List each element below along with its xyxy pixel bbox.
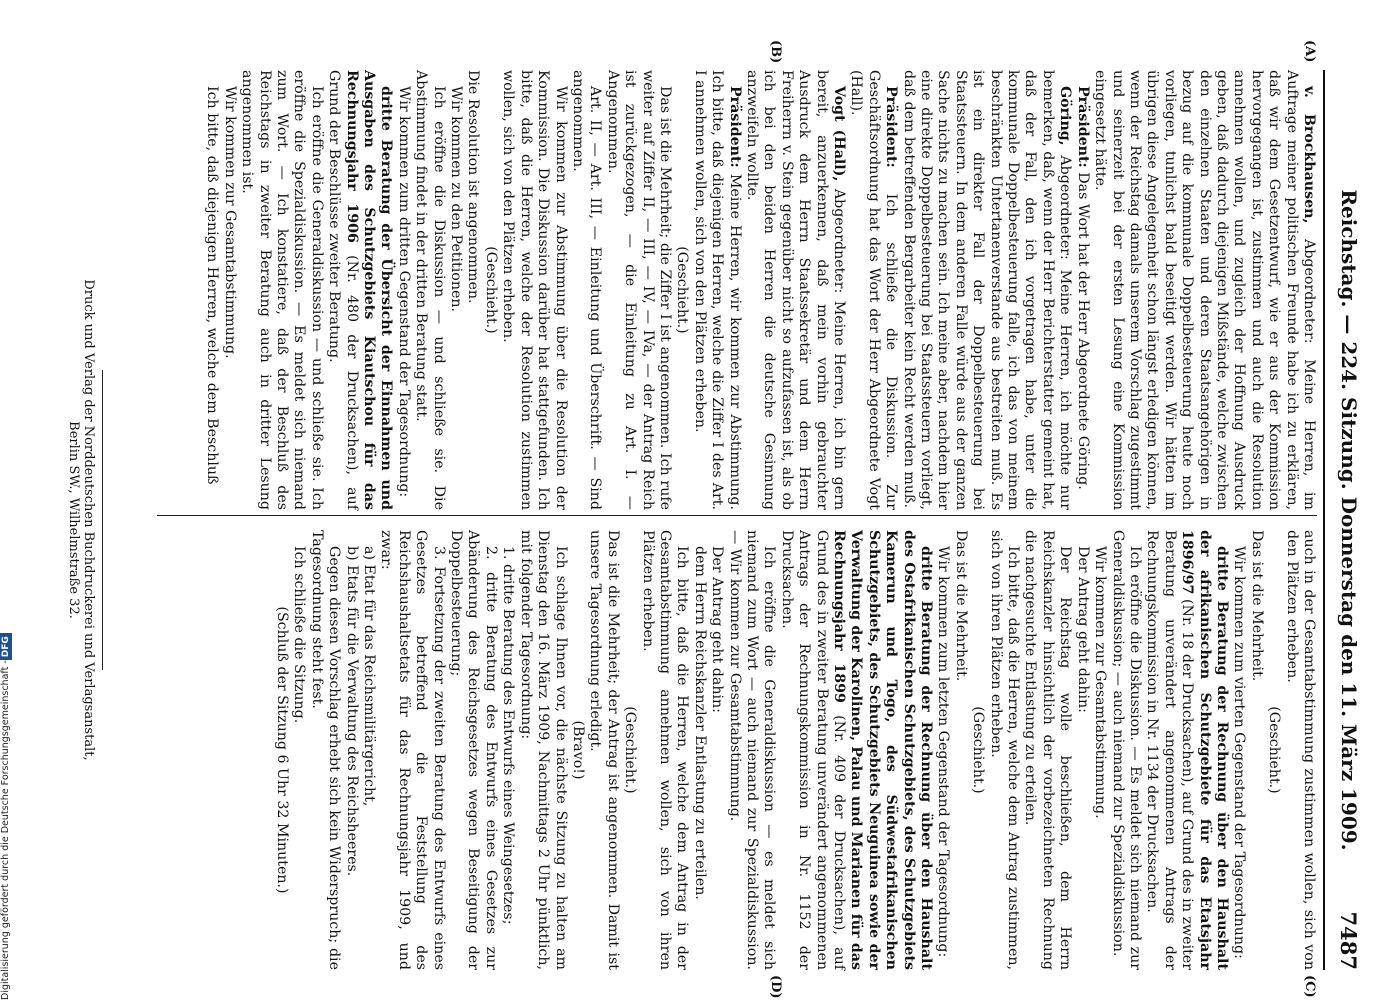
- paragraph-text: (Schluß der Sitzung 6 Uhr 32 Minuten.): [274, 606, 291, 894]
- header-rule: [1323, 70, 1325, 970]
- paragraph: [708, 530, 725, 970]
- paragraph-text: Das ist die Mehrheit.: [1248, 530, 1265, 682]
- paragraph-text: Gegen diesen Vorschlag erhebt sich kein Widerspruch; die Tagesordnung steht fest.: [308, 530, 343, 970]
- paragraph: [1143, 530, 1230, 970]
- speaker-or-heading: Göring,: [1057, 86, 1074, 146]
- paragraph-text: Ich bitte, daß diejenigen Herren, welche dem Beschluß: [204, 86, 221, 485]
- speaker-or-heading: Präsident:: [726, 86, 743, 168]
- paragraph: [1265, 530, 1282, 970]
- paragraph-text: Die Resolution ist angenommen.: [465, 70, 482, 304]
- digitization-note-text: Digitalisierung gefördert durch die Deutsche Forschungsgemeinschaft -: [0, 660, 11, 1000]
- left-text-column: [203, 70, 1317, 510]
- page-number: 7487: [1336, 911, 1361, 970]
- paragraph-text: (Nr. 480 der Drucksachen), auf Grund der Beschlüsse zweiter Beratung.: [326, 70, 360, 511]
- page-footer: [66, 70, 103, 970]
- paragraph-text: Ich eröffne die Diskussion — und schließe sie. Die Abstimmung findet in der dritten Beratung statt.: [413, 70, 447, 510]
- paragraph: [586, 530, 621, 970]
- dfg-logo: DFG: [0, 633, 12, 660]
- paragraph: [673, 70, 690, 510]
- paragraph: [482, 70, 499, 510]
- paragraph: [1073, 530, 1090, 970]
- footer-rule: [102, 370, 103, 670]
- paragraph-text: Wir kommen zur Gesamtabstimmung.: [1092, 546, 1109, 819]
- page-header: [1331, 70, 1361, 970]
- paragraph: [1247, 530, 1264, 970]
- paragraph-text: a) Etat für das Reichsmilitärgericht,: [361, 546, 378, 807]
- paragraph: [447, 70, 464, 510]
- paragraph: [899, 70, 1073, 510]
- paragraph-text: Der Antrag geht dahin:: [709, 546, 726, 713]
- paragraph-text: 2. dritte Beratung des Entwurfs eines Gesetzes zur Abänderung des Reichsgesetzes wegen Beseitigung der Doppelbesteuerung;: [448, 530, 499, 970]
- paragraph: [969, 530, 986, 970]
- paragraph: [1282, 530, 1317, 970]
- paragraph-text: Abgeordneter: Meine Herren, ich möchte nur bemerken, daß, wenn der Herr Berichterstatter gemeint hat, daß der Fall, den ich vorgetragen habe, unter die kommunale Doppelbesteuerung falle, ich das von meinem beschränkten Untertanenverstande aus bestreiten muß. Es ist ein direkter Fall der Doppelbesteuerung bei Staatssteuern. In dem anderen Falle würde aus der ganzen Sache nichts zu machen sein. Ich meine aber, nachdem hier eine direkte Doppelbesteuerung bei Staatssteuern vorliegt, daß dem betreffenden Bergarbeiter kein Recht werden muß.: [900, 70, 1074, 510]
- paragraph-text: 1. dritte Beratung des Entwurfs eines Weingesetzes;: [500, 546, 517, 925]
- paragraph-text: Das Wort hat der Herr Abgeordnete Göring.: [1074, 167, 1091, 490]
- paragraph: [1091, 70, 1317, 510]
- paragraph: [777, 530, 934, 970]
- paragraph-text: (Geschieht.): [674, 246, 691, 334]
- paragraph: [569, 530, 586, 970]
- paragraph-text: (Geschieht.): [482, 246, 499, 334]
- column-separator: [157, 515, 1317, 516]
- paragraph-text: Wir kommen zum dritten Gegenstand der Tagesordnung:: [395, 86, 412, 498]
- speaker-or-heading: dritte Beratung der Rechnung über den Haushalt des Ostafrikanischen Schutzgebiets, des Schutzgebiets Kamerun und Togo, des Südwestafrikanischen Schutzgebiets, des Schutzgebiets Neuguinea sowie der Verwaltung der Karolinen, Palau und Marianen für das Rechnungsjahr 1899: [831, 530, 935, 970]
- footer-line-2: Berlin SW., Wilhelmstraße 32.: [66, 421, 81, 619]
- paragraph-text: Ich schließe die Sitzung.: [291, 546, 308, 724]
- paragraph-text: Wir kommen zum letzten Gegenstand der Tagesordnung:: [935, 546, 952, 958]
- paragraph-text: (Geschieht.): [622, 706, 639, 794]
- paragraph-text: Der Reichstag wolle beschließen, dem Herrn Reichskanzler hinsichtlich der vorbezeichneten Rechnung die nachgesuchte Entlastung zu erteilen.: [1022, 530, 1074, 970]
- paragraph: [499, 70, 569, 510]
- paragraph: [725, 530, 777, 970]
- paragraph-text: Das ist die Mehrheit.: [952, 530, 969, 682]
- paragraph: [238, 70, 325, 510]
- paragraph-text: Meine Herren, wir kommen zur Abstimmung. Ich bitte, daß diejenigen Herren, welche die Ziffer I des Art. I annehmen wollen, sich von den Plätzen erheben.: [691, 70, 743, 510]
- speaker-or-heading: Präsident:: [1074, 86, 1091, 168]
- paragraph: [377, 530, 447, 970]
- paragraph: [690, 70, 742, 510]
- paragraph: [1073, 70, 1090, 510]
- paragraph: [516, 530, 568, 970]
- paragraph-text: Art. II, — Art. III, — Einleitung und Überschrift. — Sind angenommen.: [569, 70, 604, 510]
- margin-mark-a: (A): [1302, 40, 1317, 63]
- paragraph: [690, 530, 707, 970]
- paragraph: [1091, 530, 1108, 970]
- paragraph: [934, 530, 951, 970]
- paragraph: [412, 70, 447, 510]
- paragraph-text: b) Etats für die Verwaltung des Reichsheeres.: [343, 546, 360, 877]
- paragraph-text: 3. Fortsetzung der zweiten Beratung des Entwurfs eines Gesetzes betreffend die Feststellung des Reichshaushaltsetats für das Rechnungsjahr 1909, und zwar:: [378, 530, 447, 970]
- margin-mark-d: (D): [768, 975, 783, 999]
- paragraph: [603, 70, 673, 510]
- paragraph-text: Wir kommen zur Gesamtabstimmung.: [221, 86, 238, 359]
- paragraph-text: auch in der Gesamtabstimmung zustimmen wollen, sich von den Plätzen erheben.: [1283, 530, 1317, 970]
- paragraph-text: Wir kommen zu den Petitionen.: [448, 86, 465, 313]
- margin-mark-c: (C): [1302, 975, 1317, 998]
- paragraph: [220, 70, 237, 510]
- paragraph-text: Der Antrag geht dahin:: [1074, 546, 1091, 713]
- paragraph-text: Ich eröffne die Generaldiskussion — es meldet sich niemand zum Wort — auch niemand zur Spezialdiskussion. — Wir kommen zur Gesamtabstimmung.: [726, 530, 778, 970]
- paragraph: [621, 530, 638, 970]
- speaker-or-heading: Präsident:: [883, 86, 900, 168]
- paragraph: [743, 70, 847, 510]
- paragraph: [273, 530, 290, 970]
- paragraph: [394, 70, 411, 510]
- paragraph: [951, 530, 968, 970]
- paragraph: [847, 70, 899, 510]
- paragraph: [638, 530, 690, 970]
- paragraph: [360, 530, 377, 970]
- paragraph-text: Das ist die Mehrheit; der Antrag ist angenommen. Damit ist unsere Tagesordnung erledigt.: [587, 530, 621, 970]
- page-header-title: Reichstag. — 224. Sitzung. Donnerstag den 11. März 1909.: [1337, 189, 1361, 851]
- paragraph-text: Ich eröffne die Generaldiskussion — und schließe sie. Ich eröffne die Spezialdiskussion. — Es meldet sich niemand zum Wort. — Ich konstatiere, daß der Beschluß des Reichstags in zweiter Beratung auch in dritter Lesung angenommen ist.: [239, 70, 325, 510]
- margin-mark-b: (B): [768, 40, 783, 64]
- paragraph-text: Wir kommen zur Abstimmung über die Resolution der Kommission. Die Diskussion darüber hat stattgefunden. Ich bitte, daß die Herren, welche der Resolution zustimmen wollen, sich von den Plätzen erheben.: [500, 70, 569, 510]
- paragraph-text: Ich eröffne die Diskussion. — Es meldet sich niemand zur Generaldiskussion; — auch niemand zur Spezialdiskussion.: [1109, 530, 1143, 970]
- paragraph: [342, 530, 359, 970]
- paragraph-text: Ich schlage Ihnen vor, die nächste Sitzung zu halten am Dienstag den 16. März 1909, Nachmittags 2 Uhr pünktlich, mit folgender Tagesordnung:: [517, 530, 569, 970]
- speaker-or-heading: dritte Beratung der Übersicht der Einnahmen und Ausgaben des Schutzgebiets Kiautschou für das Rechnungsjahr 1906: [343, 70, 395, 510]
- paragraph: [1230, 530, 1247, 970]
- right-text-column: [273, 530, 1317, 970]
- paragraph: [499, 530, 516, 970]
- paragraph-text: Ich bitte, daß die Herren, welche dem Antrag in der Gesamtabstimmung annehmen wollen, sich von ihren Plätzen erheben.: [639, 530, 691, 970]
- paragraph: [464, 70, 481, 510]
- paragraph: [1021, 530, 1073, 970]
- paragraph-text: Das ist die Mehrheit; die Ziffer I ist angenommen. Ich rufe weiter auf Ziffer II, — III, — IV, — IVa, — der Antrag Reich ist zurückgezogen, — die Einleitung zu Art. I. — Angenommen.: [604, 70, 673, 510]
- speaker-or-heading: dritte Beratung der Rechnung über den Haushalt der afrikanischen Schutzgebiete für das Etatsjahr 1896/97: [1179, 530, 1230, 970]
- paragraph-text: Ich bitte, daß die Herren, welche dem Antrag zustimmen, sich von ihren Plätzen erheben.: [987, 530, 1022, 970]
- paragraph-text: (Geschieht.): [970, 706, 987, 794]
- paragraph-text: (Nr. 18 der Drucksachen), auf Grund des in zweiter Beratung unverändert angenommenen Antrags der Rechnungskommission in Nr. 1134 der Drucksachen.: [1144, 530, 1196, 970]
- paragraph: [986, 530, 1021, 970]
- paragraph: [325, 70, 395, 510]
- paragraph: [203, 70, 220, 510]
- speaker-or-heading: v. Brockhausen,: [1301, 86, 1317, 224]
- paragraph: [290, 530, 307, 970]
- paragraph-text: dem Herrn Reichskanzler Entlastung zu erteilen.: [691, 546, 708, 900]
- paragraph-text: Abgeordneter: Meine Herren, ich bin gern bereit, anzuerkennen, daß mein vorhin gebrauchter Ausdruck dem Herrn Staatssekretär und dem Herrn Freiherrn v. Stein gegenüber nicht so aufzufassen ist, als ob ich bei den beiden Herren die deutsche Gesinnung anzweifeln wollte.: [744, 70, 848, 511]
- footer-line-1: Druck und Verlag der Norddeutschen Buchdruckerei und Verlagsanstalt,: [81, 279, 96, 761]
- paragraph-text: Wir kommen zum vierten Gegenstand der Tagesordnung:: [1231, 546, 1248, 959]
- digitization-note: [0, 636, 11, 1000]
- speaker-or-heading: Vogt (Hall),: [831, 86, 848, 182]
- paragraph-text: (Bravo!): [569, 720, 586, 780]
- paragraph-text: Ich schließe die Diskussion. Zur Geschäftsordnung hat das Wort der Herr Abgeordnete Vogt (Hall).: [848, 70, 900, 510]
- paragraph-text: (Geschieht.): [1266, 706, 1283, 794]
- paragraph: [447, 530, 499, 970]
- paragraph: [1108, 530, 1143, 970]
- paragraph: [307, 530, 342, 970]
- paragraph: [569, 70, 604, 510]
- paragraph-text: (Nr. 409 der Drucksachen), auf Grund des in zweiter Beratung unverändert angenommenen Antrags der Rechnungskommission in Nr. 1152 der Drucksachen.: [778, 530, 848, 971]
- paragraph-text: Abgeordneter: Meine Herren, im Auftrage meiner politischen Freunde habe ich zu erklären, daß wir dem Gesetzentwurf, wie er aus der Kommission hervorgegangen ist, zustimmen und auch die Resolution annehmen wollen, und zugleich der Hoffnung Ausdruck geben, daß dadurch diejenigen Mißstände, welche zwischen den einzelnen Staaten und deren Staatsangehörigen in bezug auf die kommunale Doppelbesteuerung heute noch vorliegen, tunlichst bald beseitigt werden. Wir hätten im übrigen diese Angelegenheit schon längst erledigen können, wenn der Reichstag damals unserem Vorschlag zugestimmt und seinerzeit bei der ersten Lesung eine Kommission eingesetzt hätte.: [1092, 70, 1317, 510]
